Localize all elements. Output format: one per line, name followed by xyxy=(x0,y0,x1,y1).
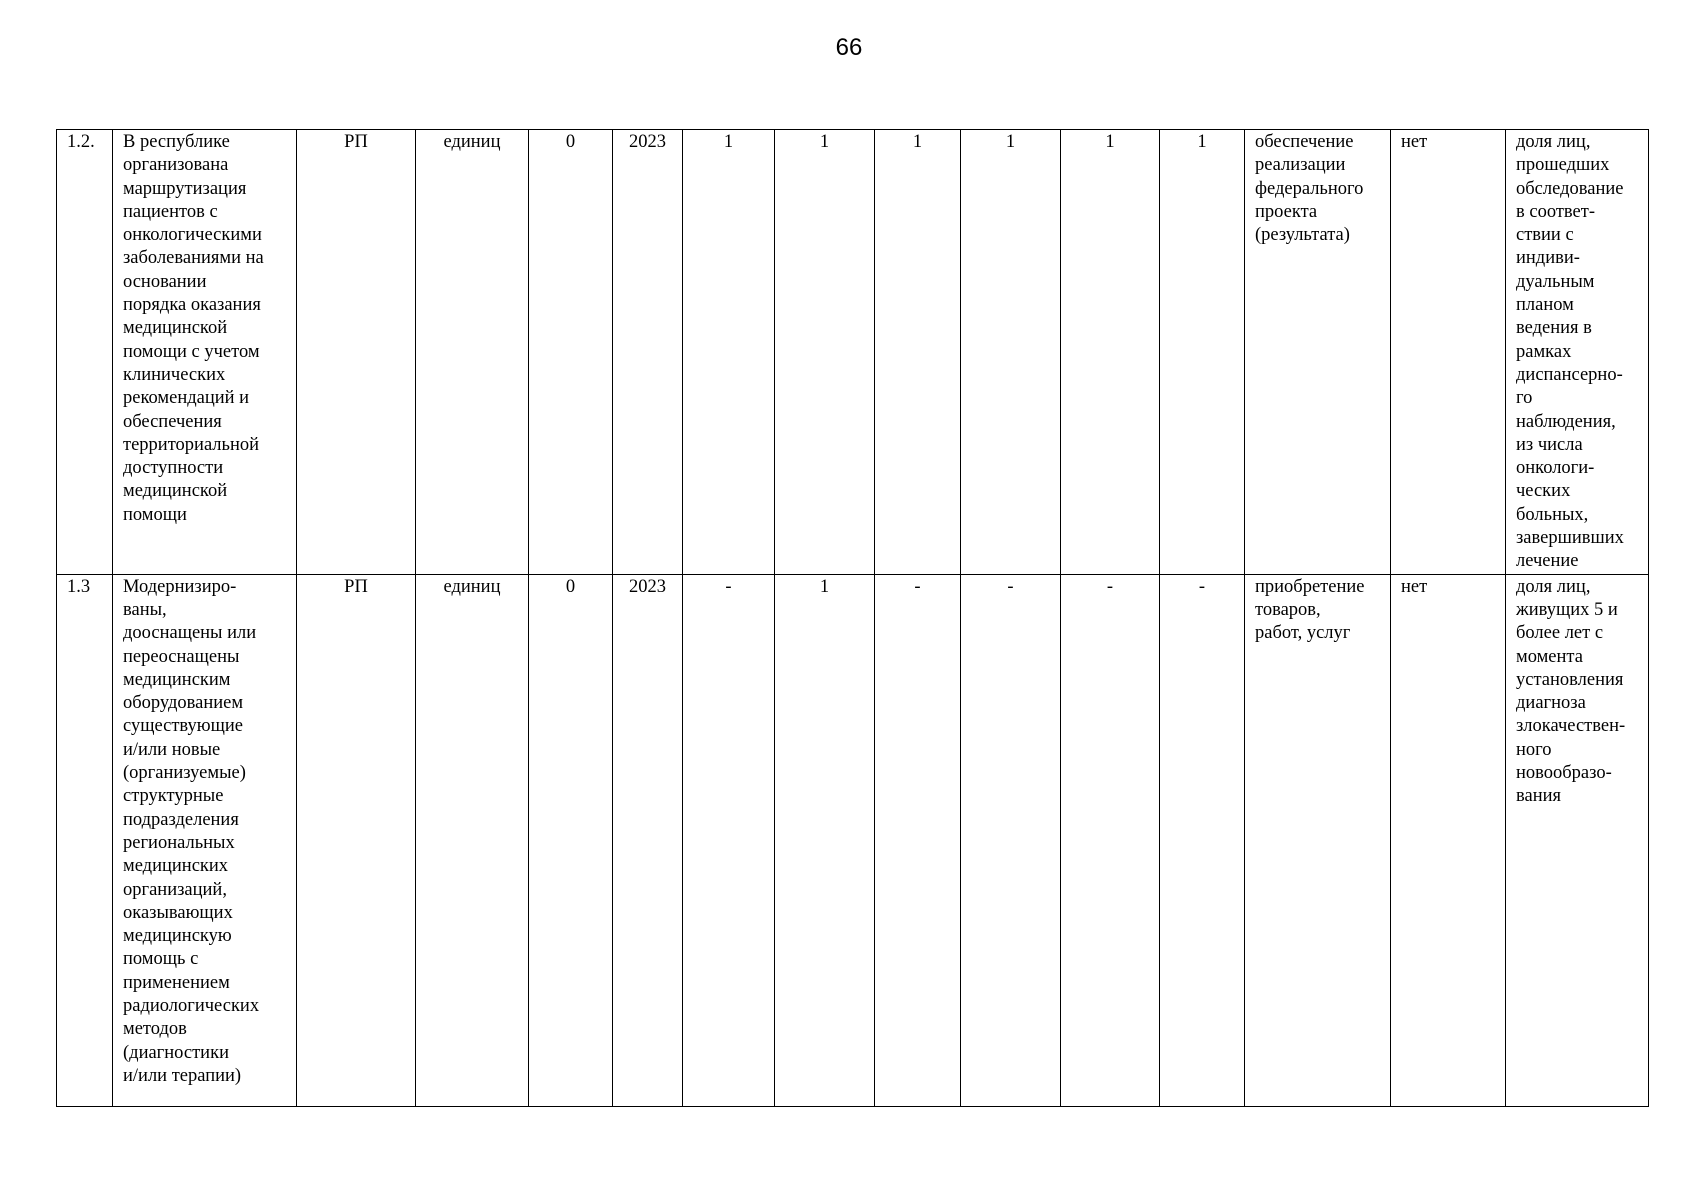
year-value-cell: 1 xyxy=(1160,130,1245,575)
base-year-cell: 2023 xyxy=(613,574,683,1106)
year-value-cell: 1 xyxy=(775,574,875,1106)
table-row xyxy=(57,130,1649,575)
row-number-cell: 1.3 xyxy=(57,574,113,1106)
unit-cell: единиц xyxy=(416,574,529,1106)
flag-cell: нет xyxy=(1391,574,1506,1106)
year-value-cell: 1 xyxy=(961,130,1061,575)
results-table xyxy=(56,129,1649,1107)
base-value-cell: 0 xyxy=(529,574,613,1106)
level-cell: РП xyxy=(297,574,416,1106)
base-value-cell: 0 xyxy=(529,130,613,575)
year-value-cell: - xyxy=(961,574,1061,1106)
year-value-cell: - xyxy=(683,574,775,1106)
base-year-cell: 2023 xyxy=(613,130,683,575)
table-row xyxy=(57,574,1649,1106)
level-cell: РП xyxy=(297,130,416,575)
year-value-cell: - xyxy=(1160,574,1245,1106)
indicator-cell: доля лиц, живущих 5 и более лет с момента установления диагноза злокачествен- ного новообразо- вания xyxy=(1506,574,1649,1106)
year-value-cell: - xyxy=(875,574,961,1106)
indicator-cell: доля лиц, прошедших обследование в соответ- ствии с индиви- дуальным планом ведения в рамках диспансерно- го наблюдения, из числа онкологи- ческих больных, завершивших лечение xyxy=(1506,130,1649,575)
year-value-cell: 1 xyxy=(683,130,775,575)
result-name-cell: Модернизиро- ваны, дооснащены или переоснащены медицинским оборудованием существующие и/или новые (организуемые) структурные подразделения региональных медицинских организаций, оказывающих медицинскую помощь с применением радиологических методов (диагностики и/или терапии) xyxy=(113,574,297,1106)
flag-cell: нет xyxy=(1391,130,1506,575)
year-value-cell: - xyxy=(1061,574,1160,1106)
row-number-cell: 1.2. xyxy=(57,130,113,575)
result-type-cell: приобретение товаров, работ, услуг xyxy=(1245,574,1391,1106)
year-value-cell: 1 xyxy=(875,130,961,575)
unit-cell: единиц xyxy=(416,130,529,575)
page-number: 66 xyxy=(835,34,863,61)
year-value-cell: 1 xyxy=(1061,130,1160,575)
result-type-cell: обеспечение реализации федерального проекта (результата) xyxy=(1245,130,1391,575)
result-name-cell: В республике организована маршрутизация пациентов с онкологическими заболеваниями на основании порядка оказания медицинской помощи с учетом клинических рекомендаций и обеспечения территориальной доступности медицинской помощи xyxy=(113,130,297,575)
year-value-cell: 1 xyxy=(775,130,875,575)
